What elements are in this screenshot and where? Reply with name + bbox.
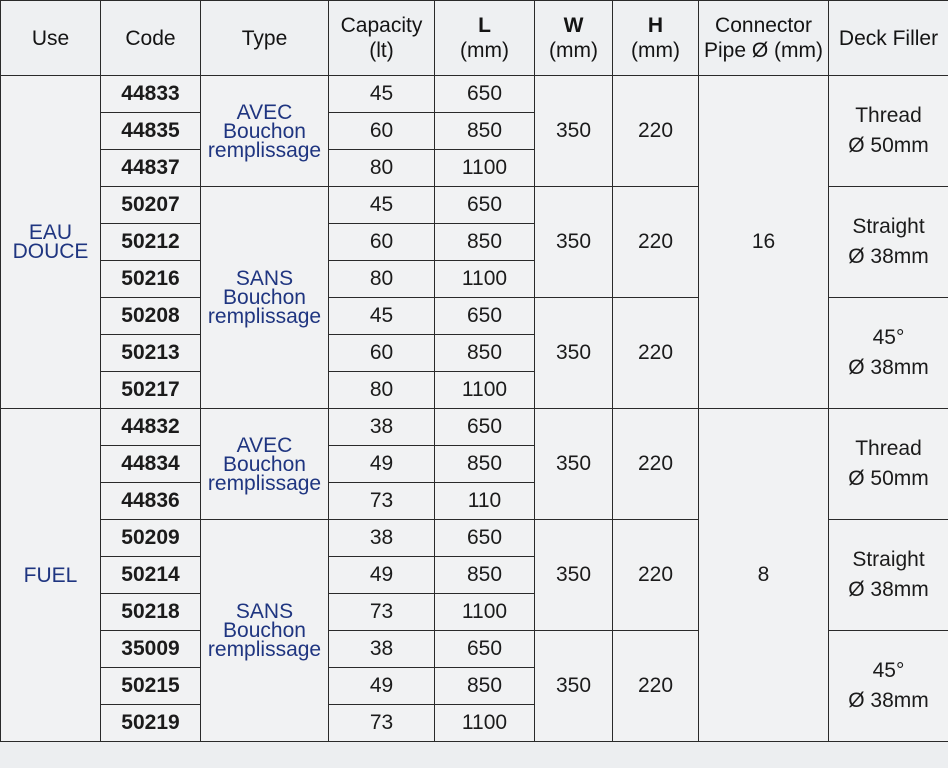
header-row <box>1 1 948 76</box>
length-cell: 850 <box>435 224 535 261</box>
length-cell: 650 <box>435 76 535 113</box>
code-cell: 50207 <box>101 187 201 224</box>
header-capacity-label: Capacity <box>340 14 423 37</box>
type-line: Bouchon <box>223 619 306 642</box>
width-cell: 350 <box>535 631 613 742</box>
height-cell: 220 <box>613 76 699 187</box>
header-capacity-unit: (lt) <box>369 39 394 62</box>
capacity-cell: 38 <box>329 631 435 668</box>
deck-filler-cell <box>829 76 948 187</box>
length-cell: 850 <box>435 335 535 372</box>
code-cell: 50215 <box>101 668 201 705</box>
header-width-label: W <box>563 14 584 37</box>
code-cell: 44837 <box>101 150 201 187</box>
code-cell: 50216 <box>101 261 201 298</box>
code-cell: 50217 <box>101 372 201 409</box>
use-label-line: FUEL <box>23 563 78 587</box>
capacity-cell: 73 <box>329 483 435 520</box>
header-deck-filler: Deck Filler <box>829 1 948 76</box>
table-row <box>1 76 948 113</box>
deck-filler-type: Straight <box>852 215 925 238</box>
deck-filler-type: 45° <box>872 659 905 682</box>
capacity-cell: 38 <box>329 520 435 557</box>
length-cell: 650 <box>435 409 535 446</box>
header-capacity <box>329 1 435 76</box>
table-row <box>1 409 948 446</box>
use-label-line: EAU <box>28 221 73 244</box>
code-cell: 44832 <box>101 409 201 446</box>
deck-filler-type: Thread <box>855 437 922 460</box>
width-cell: 350 <box>535 520 613 631</box>
capacity-cell: 38 <box>329 409 435 446</box>
length-cell: 110 <box>435 483 535 520</box>
capacity-cell: 45 <box>329 187 435 224</box>
use-label-line: DOUCE <box>12 240 89 263</box>
type-avec <box>201 76 329 187</box>
height-cell: 220 <box>613 298 699 409</box>
header-connector-label: Connector <box>715 14 812 37</box>
deck-filler-type: Thread <box>855 104 922 127</box>
type-avec <box>201 409 329 520</box>
type-line: Bouchon <box>223 452 306 476</box>
code-cell: 50213 <box>101 335 201 372</box>
type-line: AVEC <box>236 100 293 124</box>
length-cell: 650 <box>435 298 535 335</box>
type-line: SANS <box>235 267 294 290</box>
header-height <box>613 1 699 76</box>
deck-filler-type: Straight <box>852 548 925 571</box>
code-cell: 44833 <box>101 76 201 113</box>
capacity-cell: 60 <box>329 113 435 150</box>
code-cell: 50219 <box>101 705 201 742</box>
header-length-label: L <box>478 14 491 37</box>
length-cell: 1100 <box>435 372 535 409</box>
connector-cell: 16 <box>699 76 829 409</box>
type-line: remplissage <box>207 638 322 661</box>
capacity-cell: 49 <box>329 446 435 483</box>
type-sans <box>201 187 329 409</box>
capacity-cell: 80 <box>329 372 435 409</box>
height-cell: 220 <box>613 409 699 520</box>
deck-filler-diameter: Ø 38mm <box>848 578 929 601</box>
header-type: Type <box>201 1 329 76</box>
type-line: remplissage <box>207 471 322 495</box>
length-cell: 1100 <box>435 150 535 187</box>
deck-filler-diameter: Ø 38mm <box>848 356 929 379</box>
capacity-cell: 60 <box>329 224 435 261</box>
capacity-cell: 73 <box>329 705 435 742</box>
code-cell: 50208 <box>101 298 201 335</box>
code-cell: 50214 <box>101 557 201 594</box>
use-eau-douce <box>1 76 101 409</box>
height-cell: 220 <box>613 631 699 742</box>
code-cell: 35009 <box>101 631 201 668</box>
height-cell: 220 <box>613 187 699 298</box>
type-line: remplissage <box>207 305 322 328</box>
deck-filler-cell <box>829 298 948 409</box>
header-height-label: H <box>647 14 664 37</box>
deck-filler-diameter: Ø 50mm <box>848 134 929 157</box>
length-cell: 1100 <box>435 705 535 742</box>
header-length-unit: (mm) <box>460 39 509 62</box>
type-line: remplissage <box>207 138 322 162</box>
length-cell: 850 <box>435 113 535 150</box>
capacity-cell: 80 <box>329 261 435 298</box>
deck-filler-diameter: Ø 38mm <box>848 689 929 712</box>
capacity-cell: 80 <box>329 150 435 187</box>
capacity-cell: 49 <box>329 557 435 594</box>
header-connector <box>699 1 829 76</box>
deck-filler-cell <box>829 631 948 742</box>
deck-filler-diameter: Ø 50mm <box>848 467 929 490</box>
type-line: Bouchon <box>223 119 306 143</box>
code-cell: 44836 <box>101 483 201 520</box>
deck-filler-cell <box>829 409 948 520</box>
deck-filler-diameter: Ø 38mm <box>848 245 929 268</box>
capacity-cell: 45 <box>329 298 435 335</box>
type-sans <box>201 520 329 742</box>
connector-cell: 8 <box>699 409 829 742</box>
width-cell: 350 <box>535 409 613 520</box>
code-cell: 44835 <box>101 113 201 150</box>
length-cell: 850 <box>435 557 535 594</box>
length-cell: 850 <box>435 446 535 483</box>
code-cell: 50212 <box>101 224 201 261</box>
length-cell: 650 <box>435 520 535 557</box>
use-fuel <box>1 409 101 742</box>
header-code: Code <box>101 1 201 76</box>
header-height-unit: (mm) <box>631 39 680 62</box>
height-cell: 220 <box>613 520 699 631</box>
type-line: SANS <box>235 600 294 623</box>
length-cell: 1100 <box>435 594 535 631</box>
type-line: Bouchon <box>223 286 306 309</box>
header-width-unit: (mm) <box>549 39 598 62</box>
header-use: Use <box>1 1 101 76</box>
capacity-cell: 60 <box>329 335 435 372</box>
deck-filler-type: 45° <box>872 326 905 349</box>
length-cell: 1100 <box>435 261 535 298</box>
length-cell: 650 <box>435 631 535 668</box>
width-cell: 350 <box>535 298 613 409</box>
header-width <box>535 1 613 76</box>
deck-filler-cell <box>829 520 948 631</box>
header-length <box>435 1 535 76</box>
code-cell: 50218 <box>101 594 201 631</box>
capacity-cell: 49 <box>329 668 435 705</box>
deck-filler-cell <box>829 187 948 298</box>
length-cell: 850 <box>435 668 535 705</box>
type-line: AVEC <box>236 433 293 457</box>
capacity-cell: 73 <box>329 594 435 631</box>
header-connector-unit: Pipe Ø (mm) <box>703 39 823 62</box>
capacity-cell: 45 <box>329 76 435 113</box>
width-cell: 350 <box>535 76 613 187</box>
code-cell: 50209 <box>101 520 201 557</box>
code-cell: 44834 <box>101 446 201 483</box>
length-cell: 650 <box>435 187 535 224</box>
width-cell: 350 <box>535 187 613 298</box>
